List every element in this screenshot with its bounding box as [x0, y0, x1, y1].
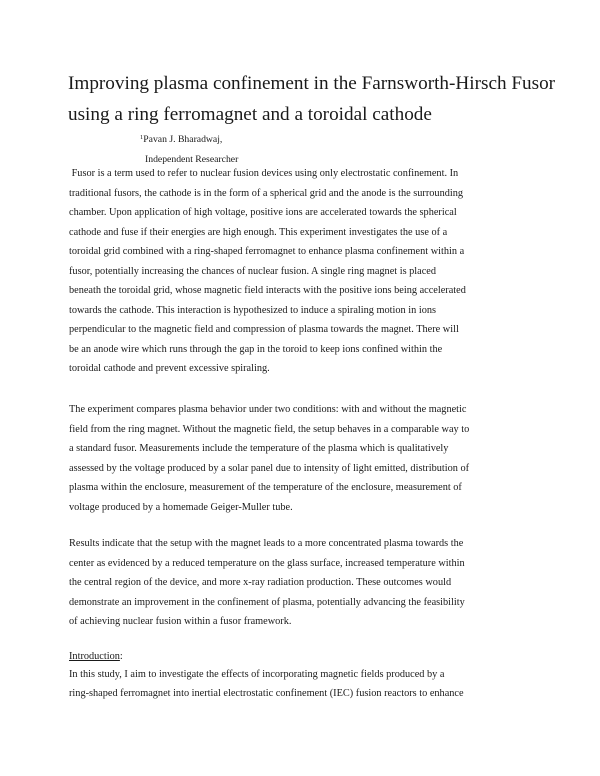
text-line: field from the ring magnet. Without the magnetic field, the setup behaves in a comparable way to [69, 423, 470, 435]
text-line: cathode and fuse if their energies are high enough. This experiment investigates the use of a [69, 226, 448, 238]
author-affiliation: Independent Researcher [145, 154, 239, 165]
text-line: be an anode wire which runs through the gap in the toroid to keep ions confined within the [69, 343, 443, 355]
abstract-paragraph-3 [69, 534, 539, 632]
text-line: ring-shaped ferromagnet into inertial electrostatic confinement (IEC) fusion reactors to enhance [69, 687, 464, 699]
text-line: of achieving nuclear fusion within a fusor framework. [69, 616, 292, 627]
text-line: Results indicate that the setup with the magnet leads to a more concentrated plasma towards the [69, 538, 464, 549]
text-line: the central region of the device, and more x-ray radiation production. These outcomes would [69, 577, 452, 588]
introduction-heading-text: Introduction [69, 651, 120, 662]
text-line: toroidal cathode and prevent excessive spiraling. [69, 363, 270, 374]
text-line: center as evidenced by a reduced temperature on the glass surface, increased temperature within [69, 557, 465, 569]
text-line: assessed by the voltage produced by a solar panel due to intensity of light emitted, distribution of [69, 462, 470, 474]
text-line: voltage produced by a homemade Geiger-Muller tube. [69, 501, 293, 513]
text-line: fusor, potentially increasing the chances of nuclear fusion. A single ring magnet is placed [69, 265, 437, 277]
text-line: a standard fusor. Measurements include the temperature of the plasma which is qualitatively [69, 443, 449, 454]
text-line: The experiment compares plasma behavior under two conditions: with and without the magnetic [69, 404, 467, 415]
text-line: traditional fusors, the cathode is in the form of a spherical grid and the anode is the surrounding [69, 187, 464, 199]
text-line: demonstrate an improvement in the confinement of plasma, potentially advancing the feasibility [69, 596, 465, 608]
abstract-paragraph-2 [69, 400, 539, 517]
text-line: Fusor is a term used to refer to nuclear fusion devices using only electrostatic confinement. In [69, 168, 459, 179]
text-line: towards the cathode. This interaction is hypothesized to induce a spiraling motion in ions [69, 304, 436, 316]
text-line: chamber. Upon application of high voltage, positive ions are accelerated towards the spherical [69, 207, 457, 218]
author-line [140, 130, 222, 149]
author-superscript: 1 [140, 134, 144, 141]
paper-title-line-1: Improving plasma confinement in the Farnsworth-Hirsch Fusor [68, 73, 556, 94]
abstract-paragraph-1 [69, 164, 539, 379]
author-name: Pavan J. Bharadwaj, [143, 134, 223, 145]
text-line: toroidal grid combined with a ring-shaped ferromagnet to enhance plasma confinement within a [69, 246, 465, 257]
introduction-heading [69, 647, 123, 667]
paper-title [68, 68, 556, 130]
paper-title-line-2: using a ring ferromagnet and a toroidal cathode [68, 104, 432, 125]
text-line: perpendicular to the magnetic field and compression of plasma towards the magnet. There will [69, 324, 459, 335]
introduction-paragraph [69, 666, 539, 703]
text-line: In this study, I aim to investigate the effects of incorporating magnetic fields produced by a [69, 669, 445, 680]
text-line: plasma within the enclosure, measurement of the temperature of the enclosure, measurement of [69, 482, 462, 493]
text-line: beneath the toroidal grid, whose magnetic field interacts with the positive ions being accelerated [69, 285, 466, 296]
introduction-heading-colon: : [119, 651, 123, 662]
